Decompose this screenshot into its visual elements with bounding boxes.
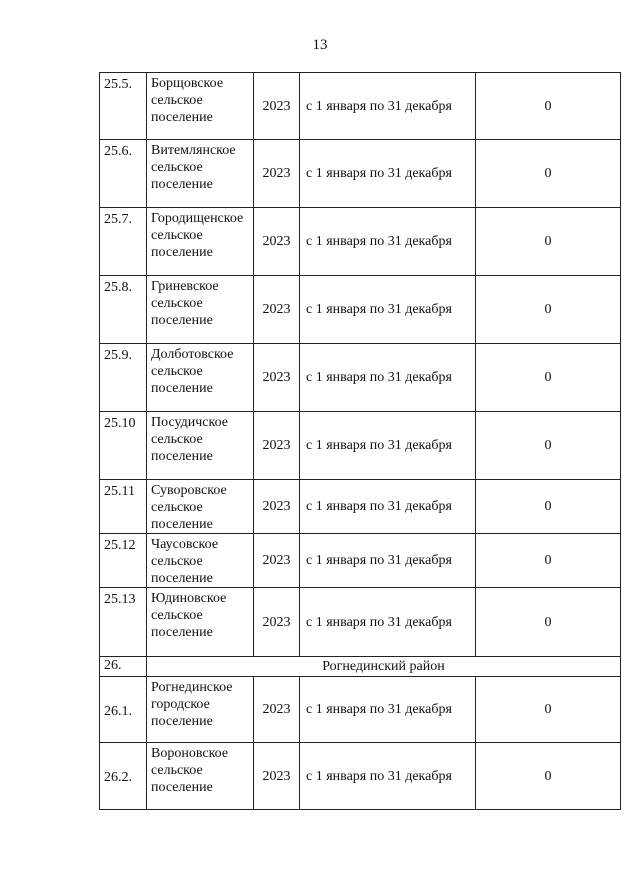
row-number: 25.9. — [100, 344, 147, 412]
year-cell: 2023 — [254, 677, 300, 743]
period-cell: с 1 января по 31 декабря — [300, 344, 476, 412]
district-name: Рогнединский район — [147, 657, 621, 677]
table-row — [100, 743, 621, 810]
year-cell: 2023 — [254, 276, 300, 344]
period-cell: с 1 января по 31 декабря — [300, 276, 476, 344]
period-cell: с 1 января по 31 декабря — [300, 73, 476, 140]
row-number: 25.7. — [100, 208, 147, 276]
row-number: 26.1. — [100, 677, 147, 743]
period-cell: с 1 января по 31 декабря — [300, 677, 476, 743]
settlement-name: Гриневское сельское поселение — [147, 276, 254, 344]
settlement-name: Витемлянское сельское поселение — [147, 140, 254, 208]
value-cell: 0 — [476, 73, 621, 140]
year-cell: 2023 — [254, 73, 300, 140]
settlement-name: Посудичское сельское поселение — [147, 412, 254, 480]
year-cell: 2023 — [254, 208, 300, 276]
year-cell: 2023 — [254, 344, 300, 412]
settlement-name: Долботовское сельское поселение — [147, 344, 254, 412]
settlement-name: Вороновское сельское поселение — [147, 743, 254, 810]
table-row — [100, 344, 621, 412]
value-cell: 0 — [476, 743, 621, 810]
settlement-name: Суворовское сельское поселение — [147, 480, 254, 534]
period-cell: с 1 января по 31 декабря — [300, 412, 476, 480]
year-cell: 2023 — [254, 480, 300, 534]
period-cell: с 1 января по 31 декабря — [300, 208, 476, 276]
year-cell: 2023 — [254, 140, 300, 208]
district-number: 26. — [100, 657, 147, 677]
row-number: 26.2. — [100, 743, 147, 810]
table-row — [100, 480, 621, 534]
value-cell: 0 — [476, 208, 621, 276]
period-cell: с 1 января по 31 декабря — [300, 480, 476, 534]
page-number: 13 — [312, 37, 328, 53]
period-cell: с 1 января по 31 декабря — [300, 588, 476, 657]
row-number: 25.11 — [100, 480, 147, 534]
table-row — [100, 534, 621, 588]
settlement-name: Чаусовское сельское поселение — [147, 534, 254, 588]
row-number: 25.13 — [100, 588, 147, 657]
table-row — [100, 412, 621, 480]
row-number: 25.5. — [100, 73, 147, 140]
period-cell: с 1 января по 31 декабря — [300, 140, 476, 208]
value-cell: 0 — [476, 480, 621, 534]
settlement-name: Юдиновское сельское поселение — [147, 588, 254, 657]
settlement-name: Рогнединское городское поселение — [147, 677, 254, 743]
value-cell: 0 — [476, 140, 621, 208]
year-cell: 2023 — [254, 412, 300, 480]
value-cell: 0 — [476, 588, 621, 657]
table-row — [100, 208, 621, 276]
year-cell: 2023 — [254, 588, 300, 657]
table-row — [100, 276, 621, 344]
value-cell: 0 — [476, 534, 621, 588]
value-cell: 0 — [476, 412, 621, 480]
period-cell: с 1 января по 31 декабря — [300, 534, 476, 588]
year-cell: 2023 — [254, 743, 300, 810]
period-cell: с 1 января по 31 декабря — [300, 743, 476, 810]
district-row — [100, 657, 621, 677]
row-number: 25.12 — [100, 534, 147, 588]
row-number: 25.6. — [100, 140, 147, 208]
table-row — [100, 588, 621, 657]
settlement-name: Борщовское сельское поселение — [147, 73, 254, 140]
row-number: 25.8. — [100, 276, 147, 344]
value-cell: 0 — [476, 276, 621, 344]
value-cell: 0 — [476, 344, 621, 412]
table-row — [100, 140, 621, 208]
table-row — [100, 73, 621, 140]
settlement-name: Городищенское сельское поселение — [147, 208, 254, 276]
settlements-table — [99, 72, 621, 810]
row-number: 25.10 — [100, 412, 147, 480]
year-cell: 2023 — [254, 534, 300, 588]
value-cell: 0 — [476, 677, 621, 743]
table-row — [100, 677, 621, 743]
